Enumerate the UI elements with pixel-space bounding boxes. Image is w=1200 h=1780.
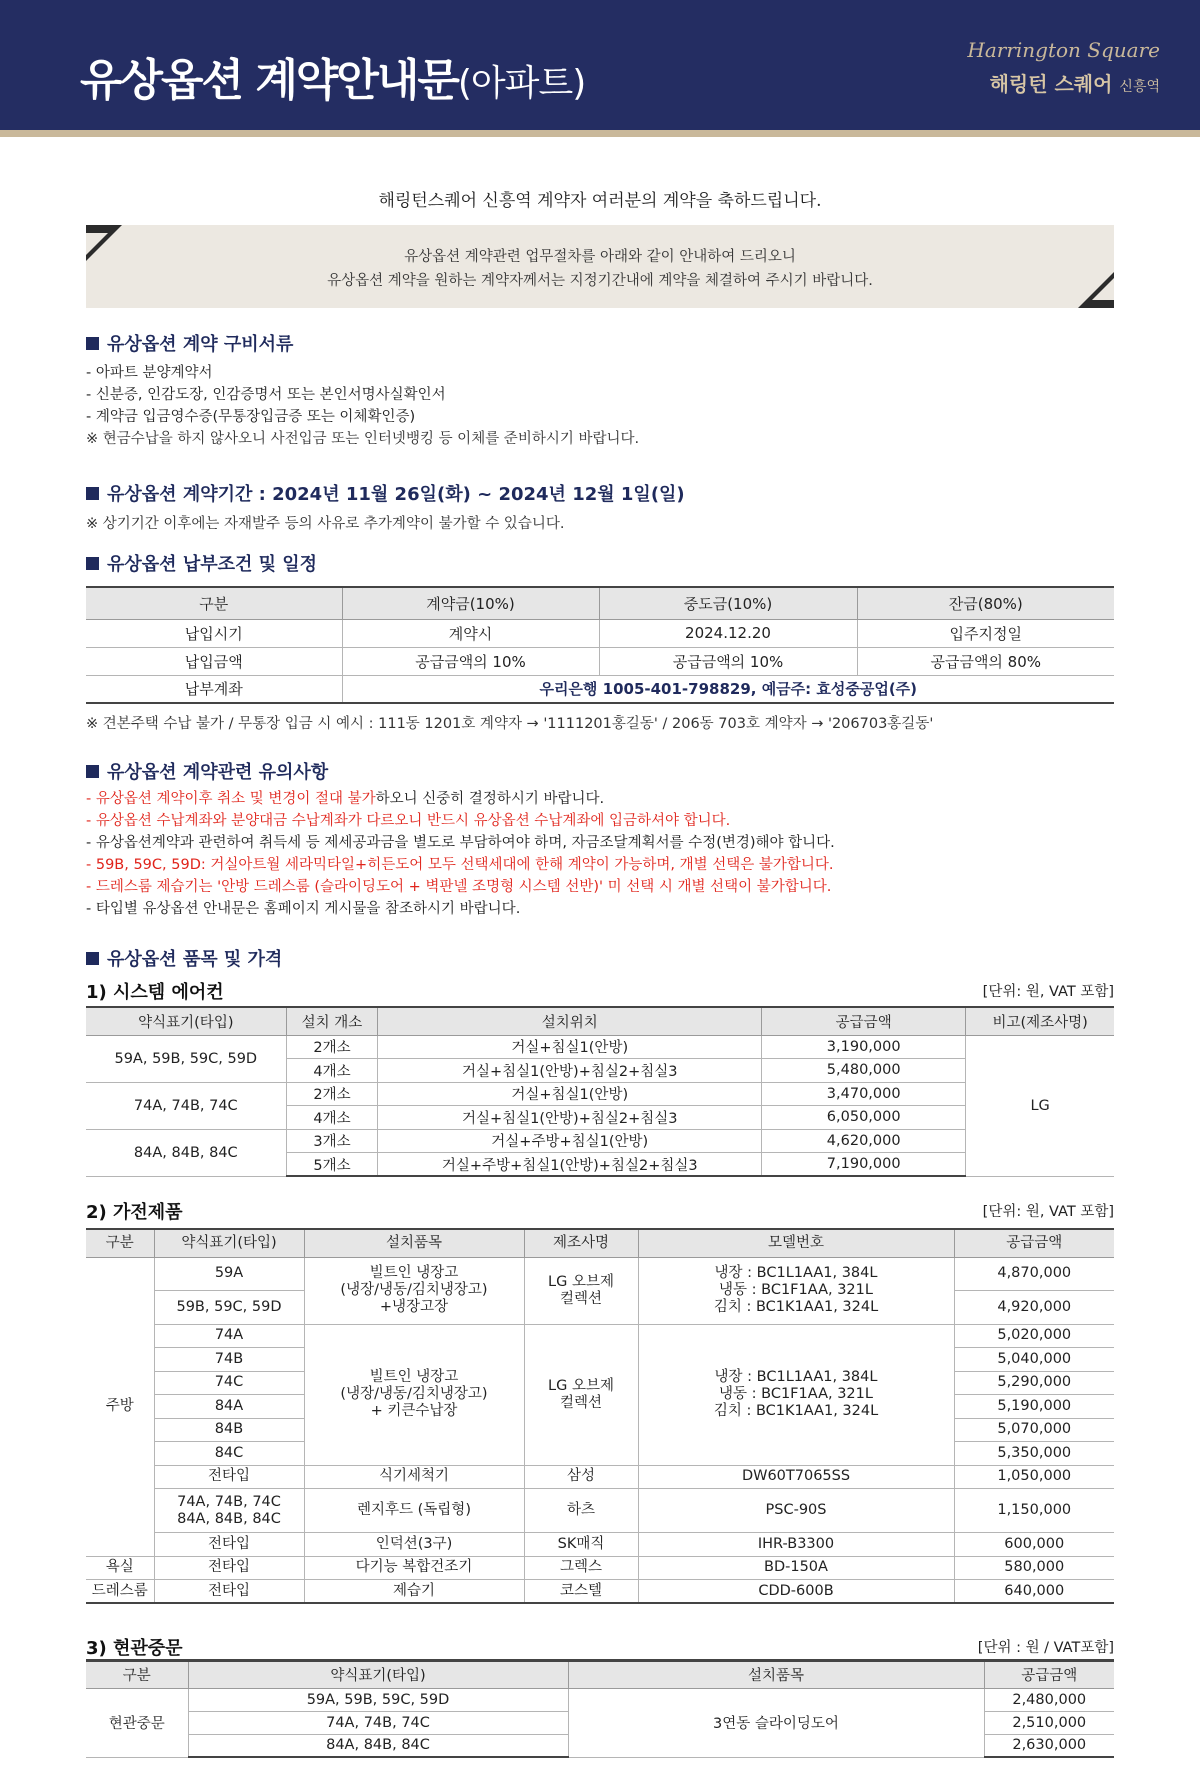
table-cell: LG 오브제 컬렉션 xyxy=(524,1257,638,1324)
table-header-row xyxy=(86,1007,1114,1035)
table-cell: 거실+침실1(안방) xyxy=(378,1035,762,1059)
table-cell: LG 오브제 컬렉션 xyxy=(524,1324,638,1465)
table-row xyxy=(86,1465,1114,1489)
payment-note: ※ 견본주택 수납 불가 / 무통장 입금 시 예시 : 111동 1201호 계약자 → '1111201홍길동' / 206동 703호 계약자 → '206703홍길동' xyxy=(86,716,934,732)
list-item: - 드레스룸 제습기는 '안방 드레스룸 (슬라이딩도어 + 벽판넬 조명형 시스템 선반)' 미 선택 시 개별 선택이 불가합니다. xyxy=(86,879,832,895)
table-cell: 84B xyxy=(154,1418,304,1442)
table-cell: 전타입 xyxy=(154,1556,304,1580)
page-title xyxy=(80,44,585,108)
price-cell: 600,000 xyxy=(954,1533,1114,1557)
table-cell: 74A, 74B, 74C 84A, 84B, 84C xyxy=(154,1489,304,1533)
table-row xyxy=(86,619,1114,647)
table-cell: 84A, 84B, 84C xyxy=(188,1734,568,1757)
table-cell: 5,480,000 xyxy=(762,1059,966,1083)
table-cell: 2024.12.20 xyxy=(599,619,857,647)
unit-label: [단위: 원, VAT 포함] xyxy=(982,1204,1114,1220)
documents-note: ※ 현금수납을 하지 않사오니 사전입금 또는 인터넷뱅킹 등 이체를 준비하시기 바랍니다. xyxy=(86,431,640,447)
table-header: 구분 xyxy=(86,1661,188,1688)
table-row xyxy=(86,1082,1114,1106)
bullet-square-icon xyxy=(86,952,99,965)
list-item: - 계약금 입금영수증(무통장입금증 또는 이체확인증) xyxy=(86,409,416,425)
table-header: 설치 개소 xyxy=(286,1007,378,1035)
table-cell: 74A xyxy=(154,1324,304,1348)
corner-decoration-top-left xyxy=(86,225,122,261)
maker-cell: LG xyxy=(966,1035,1114,1176)
door-table xyxy=(86,1660,1114,1758)
table-header: 공급금액 xyxy=(762,1007,966,1035)
table-header: 중도금(10%) xyxy=(599,587,857,619)
table-header-row xyxy=(86,1229,1114,1257)
caution-emphasis: - 유상옵션 계약이후 취소 및 변경이 절대 불가 xyxy=(86,791,376,807)
list-item: - 유상옵션계약과 관련하여 취득세 등 제세공과금을 별도로 부담하여야 하며, 자금조달계획서를 수정(변경)해야 합니다. xyxy=(86,835,835,851)
table-cell: 계약시 xyxy=(342,619,599,647)
table-row xyxy=(86,1533,1114,1557)
table-cell: 빌트인 냉장고 (냉장/냉동/김치냉장고) +냉장고장 xyxy=(304,1257,524,1324)
section-title-documents xyxy=(86,330,293,356)
table-cell: 렌지후드 (독립형) xyxy=(304,1489,524,1533)
table-header: 약식표기(타입) xyxy=(86,1007,286,1035)
table-header: 잔금(80%) xyxy=(857,587,1114,619)
table-row xyxy=(86,675,1114,703)
unit-label: [단위 : 원 / VAT포함] xyxy=(977,1640,1114,1656)
list-item xyxy=(86,788,835,810)
table-cell: 전타입 xyxy=(154,1533,304,1557)
table-row xyxy=(86,1324,1114,1348)
table-header: 공급금액 xyxy=(954,1229,1114,1257)
section-title-payment xyxy=(86,550,317,576)
unit-label: [단위: 원, VAT 포함] xyxy=(982,984,1114,1000)
price-cell: 1,150,000 xyxy=(954,1489,1114,1533)
table-row xyxy=(86,1257,1114,1290)
table-cell: 코스텔 xyxy=(524,1580,638,1604)
table-header: 공급금액 xyxy=(984,1661,1114,1688)
category-cell: 드레스룸 xyxy=(86,1580,154,1604)
price-cell: 5,290,000 xyxy=(954,1371,1114,1395)
table-cell: 4개소 xyxy=(286,1106,378,1130)
bullet-square-icon xyxy=(86,557,99,570)
price-cell: 4,920,000 xyxy=(954,1290,1114,1324)
table-cell: DW60T7065SS xyxy=(638,1465,954,1489)
table-cell: 냉장 : BC1L1AA1, 384L 냉동 : BC1F1AA, 321L 김치 : BC1K1AA1, 324L xyxy=(638,1324,954,1465)
table-cell: 59A, 59B, 59C, 59D xyxy=(188,1688,568,1711)
table-cell: 59B, 59C, 59D xyxy=(154,1290,304,1324)
brand-name: 해링턴 스퀘어 xyxy=(989,72,1113,96)
table-row xyxy=(86,1489,1114,1533)
category-cell: 주방 xyxy=(86,1257,154,1556)
table-cell: 전타입 xyxy=(154,1580,304,1604)
title-sub: (아파트) xyxy=(457,63,586,104)
brand-korean xyxy=(967,68,1160,97)
price-cell: 5,190,000 xyxy=(954,1395,1114,1419)
table-header: 계약금(10%) xyxy=(342,587,599,619)
table-cell: 냉장 : BC1L1AA1, 384L 냉동 : BC1F1AA, 321L 김치 : BC1K1AA1, 324L xyxy=(638,1257,954,1324)
list-item: - 신분증, 인감도장, 인감증명서 또는 본인서명사실확인서 xyxy=(86,387,446,403)
section-title-text: 유상옵션 계약 구비서류 xyxy=(107,334,294,355)
table-cell: 거실+침실1(안방)+침실2+침실3 xyxy=(378,1059,762,1083)
price-cell: 2,480,000 xyxy=(984,1688,1114,1711)
table-cell: 다기능 복합건조기 xyxy=(304,1556,524,1580)
table-cell: 삼성 xyxy=(524,1465,638,1489)
brand-script: Harrington Square xyxy=(967,38,1160,62)
table-cell: 3연동 슬라이딩도어 xyxy=(568,1688,984,1757)
section-title-text: 유상옵션 납부조건 및 일정 xyxy=(107,554,318,575)
table-cell: 납입금액 xyxy=(86,647,342,675)
list-item: - 타입별 유상옵션 안내문은 홈페이지 게시물을 참조하시기 바랍니다. xyxy=(86,901,521,917)
subtitle-door: 3) 현관중문 xyxy=(86,1638,183,1659)
subtitle-appliances: 2) 가전제품 xyxy=(86,1202,183,1223)
table-row xyxy=(86,1129,1114,1153)
title-main: 유상옵션 계약안내문 xyxy=(80,55,458,106)
table-cell: 4개소 xyxy=(286,1059,378,1083)
table-row xyxy=(86,1580,1114,1604)
price-cell: 1,050,000 xyxy=(954,1465,1114,1489)
section-title-period xyxy=(86,480,685,506)
cautions-list xyxy=(86,788,835,920)
table-cell: PSC-90S xyxy=(638,1489,954,1533)
table-header: 약식표기(타입) xyxy=(154,1229,304,1257)
table-cell: 84A, 84B, 84C xyxy=(86,1129,286,1176)
table-cell: 74B xyxy=(154,1348,304,1372)
table-cell: 6,050,000 xyxy=(762,1106,966,1130)
price-cell: 5,070,000 xyxy=(954,1418,1114,1442)
table-header: 비고(제조사명) xyxy=(966,1007,1114,1035)
table-cell: 하츠 xyxy=(524,1489,638,1533)
table-cell: 74A, 74B, 74C xyxy=(188,1711,568,1734)
table-cell: 입주지정일 xyxy=(857,619,1114,647)
table-cell: 3,470,000 xyxy=(762,1082,966,1106)
table-cell: BD-150A xyxy=(638,1556,954,1580)
price-cell: 2,510,000 xyxy=(984,1711,1114,1734)
table-header: 설치품목 xyxy=(304,1229,524,1257)
price-cell: 2,630,000 xyxy=(984,1734,1114,1757)
notice-line: 유상옵션 계약관련 업무절차를 아래와 같이 안내하여 드리오니 xyxy=(404,249,796,265)
category-cell: 욕실 xyxy=(86,1556,154,1580)
list-item: - 59B, 59C, 59D: 거실아트월 세라믹타일+히든도어 모두 선택세대에 한해 계약이 가능하며, 개별 선택은 불가합니다. xyxy=(86,857,834,873)
aircon-table xyxy=(86,1006,1114,1177)
table-cell: 5개소 xyxy=(286,1153,378,1177)
table-row xyxy=(86,1688,1114,1711)
payment-table xyxy=(86,586,1114,704)
table-cell: 공급금액의 10% xyxy=(599,647,857,675)
price-cell: 580,000 xyxy=(954,1556,1114,1580)
section-title-items xyxy=(86,945,282,971)
table-cell: 7,190,000 xyxy=(762,1153,966,1177)
table-cell: 공급금액의 10% xyxy=(342,647,599,675)
page-header xyxy=(0,0,1200,130)
table-cell: 전타입 xyxy=(154,1465,304,1489)
table-cell: SK매직 xyxy=(524,1533,638,1557)
notice-box xyxy=(86,225,1114,308)
table-cell: 59A, 59B, 59C, 59D xyxy=(86,1035,286,1082)
bullet-square-icon xyxy=(86,487,99,500)
table-cell: 74A, 74B, 74C xyxy=(86,1082,286,1129)
table-row xyxy=(86,647,1114,675)
table-header: 모델번호 xyxy=(638,1229,954,1257)
table-row xyxy=(86,1035,1114,1059)
table-cell: 납부계좌 xyxy=(86,675,342,703)
table-header: 약식표기(타입) xyxy=(188,1661,568,1688)
price-cell: 640,000 xyxy=(954,1580,1114,1604)
section-title-text: 유상옵션 품목 및 가격 xyxy=(107,949,283,970)
price-cell: 5,040,000 xyxy=(954,1348,1114,1372)
brand-station: 신흥역 xyxy=(1119,79,1160,95)
list-item: - 유상옵션 수납계좌와 분양대금 수납계좌가 다르오니 반드시 유상옵션 수납계좌에 입금하셔야 합니다. xyxy=(86,813,731,829)
table-cell: 빌트인 냉장고 (냉장/냉동/김치냉장고) + 키큰수납장 xyxy=(304,1324,524,1465)
caution-text: 하오니 신중히 결정하시기 바랍니다. xyxy=(375,791,605,807)
table-cell: 2개소 xyxy=(286,1082,378,1106)
table-cell: 거실+주방+침실1(안방) xyxy=(378,1129,762,1153)
table-cell: 공급금액의 80% xyxy=(857,647,1114,675)
table-cell: 거실+주방+침실1(안방)+침실2+침실3 xyxy=(378,1153,762,1177)
table-cell: 3,190,000 xyxy=(762,1035,966,1059)
table-cell: 거실+침실1(안방) xyxy=(378,1082,762,1106)
table-cell: 인덕션(3구) xyxy=(304,1533,524,1557)
table-cell: CDD-600B xyxy=(638,1580,954,1604)
table-header-row xyxy=(86,587,1114,619)
table-row xyxy=(86,1556,1114,1580)
section-title-cautions xyxy=(86,758,328,784)
table-header: 설치위치 xyxy=(378,1007,762,1035)
table-cell: 식기세척기 xyxy=(304,1465,524,1489)
table-cell: 74C xyxy=(154,1371,304,1395)
notice-line: 유상옵션 계약을 원하는 계약자께서는 지정기간내에 계약을 체결하여 주시기 바랍니다. xyxy=(327,273,873,289)
table-header: 구분 xyxy=(86,1229,154,1257)
table-cell: 84C xyxy=(154,1442,304,1466)
section-title-text: 유상옵션 계약관련 유의사항 xyxy=(107,762,329,783)
subtitle-aircon: 1) 시스템 에어컨 xyxy=(86,982,224,1003)
category-cell: 현관중문 xyxy=(86,1688,188,1757)
table-header-row xyxy=(86,1661,1114,1688)
greeting-text: 해링턴스퀘어 신흥역 계약자 여러분의 계약을 축하드립니다. xyxy=(378,191,822,211)
bullet-square-icon xyxy=(86,337,99,350)
table-header: 구분 xyxy=(86,587,342,619)
price-cell: 4,870,000 xyxy=(954,1257,1114,1290)
corner-decoration-bottom-right xyxy=(1078,272,1114,308)
appliances-table xyxy=(86,1228,1114,1604)
table-cell: 그렉스 xyxy=(524,1556,638,1580)
table-cell: 3개소 xyxy=(286,1129,378,1153)
table-cell: 2개소 xyxy=(286,1035,378,1059)
table-header: 제조사명 xyxy=(524,1229,638,1257)
period-note: ※ 상기기간 이후에는 자재발주 등의 사유로 추가계약이 불가할 수 있습니다. xyxy=(86,516,565,532)
header-divider xyxy=(0,130,1200,137)
table-header: 설치품목 xyxy=(568,1661,984,1688)
price-cell: 5,020,000 xyxy=(954,1324,1114,1348)
table-cell: 거실+침실1(안방)+침실2+침실3 xyxy=(378,1106,762,1130)
table-cell: 84A xyxy=(154,1395,304,1419)
table-cell: 제습기 xyxy=(304,1580,524,1604)
documents-list xyxy=(86,362,639,450)
section-title-text: 유상옵션 계약기간 : 2024년 11월 26일(화) ~ 2024년 12월 1일(일) xyxy=(107,484,685,505)
list-item: - 아파트 분양계약서 xyxy=(86,365,213,381)
table-cell: 4,620,000 xyxy=(762,1129,966,1153)
table-cell: 납입시기 xyxy=(86,619,342,647)
table-cell: 59A xyxy=(154,1257,304,1290)
bullet-square-icon xyxy=(86,765,99,778)
price-cell: 5,350,000 xyxy=(954,1442,1114,1466)
bank-account: 우리은행 1005-401-798829, 예금주: 효성중공업(주) xyxy=(342,675,1114,703)
brand-logo xyxy=(967,38,1160,97)
table-cell: IHR-B3300 xyxy=(638,1533,954,1557)
